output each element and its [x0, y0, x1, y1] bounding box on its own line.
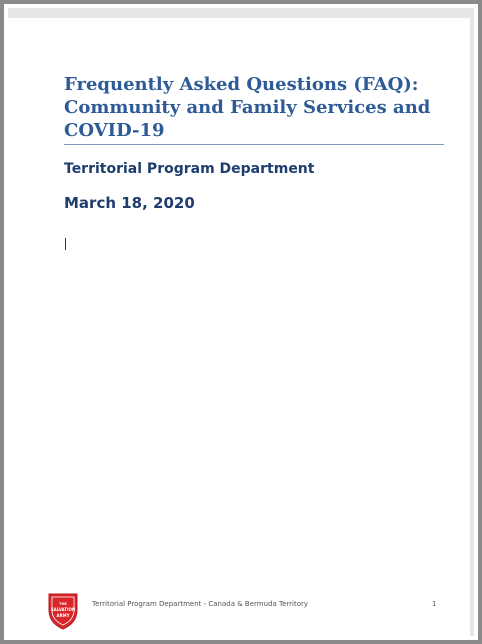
document-title: Frequently Asked Questions (FAQ): Community and Family Services and COVID-19 — [64, 74, 431, 141]
title-divider — [64, 144, 444, 145]
document-subtitle: Territorial Program Department — [64, 161, 315, 177]
logo-line-1: THE — [59, 602, 67, 606]
document-date: March 18, 2020 — [64, 194, 195, 212]
logo-line-2: SALVATION — [50, 607, 76, 612]
page-number: 1 — [432, 600, 437, 608]
page-shadow-top — [8, 8, 474, 18]
salvation-army-shield-logo — [46, 590, 80, 630]
footer-text: Territorial Program Department - Canada & Bermuda Territory — [92, 600, 309, 608]
document-page[interactable] — [10, 18, 470, 640]
logo-line-3: ARMY — [56, 613, 70, 618]
text-cursor — [65, 238, 66, 250]
